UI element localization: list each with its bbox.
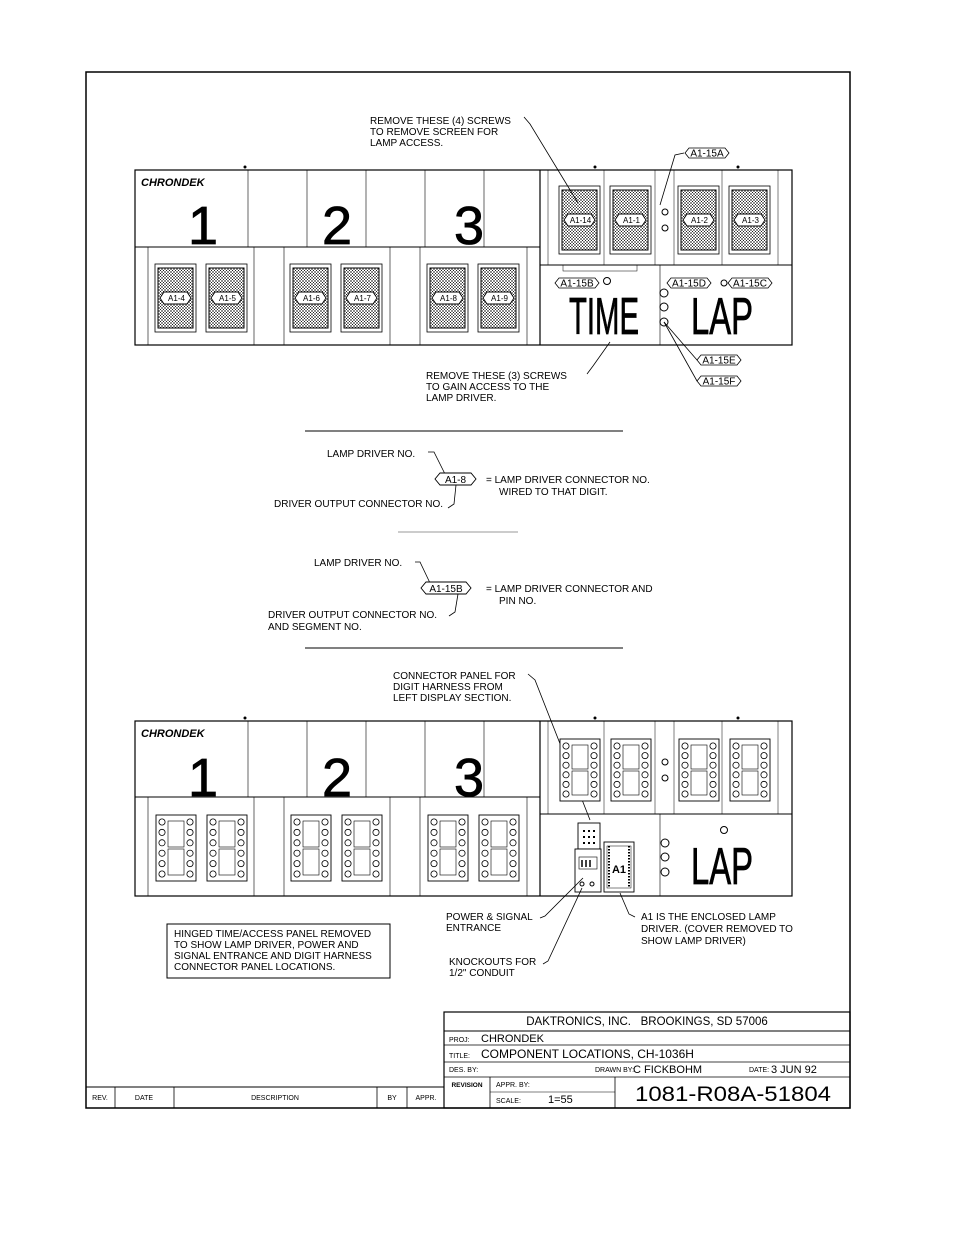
socket-board-lower-1 — [156, 815, 196, 881]
digit-1-top: 1 — [187, 196, 219, 256]
brand-logo-top: CHRONDEK — [141, 177, 205, 189]
rev-col-description: DESCRIPTION — [251, 1095, 299, 1102]
lamp-module-a1-6-label: A1-6 — [303, 294, 320, 303]
lamp-module-a1-9-label: A1-9 — [491, 294, 508, 303]
bottom-display — [135, 717, 792, 897]
time-word: TIME — [569, 288, 639, 346]
socket-board-upper-3 — [679, 739, 719, 801]
proj-value: CHRONDEK — [481, 1033, 544, 1045]
socket-board-upper-4 — [730, 739, 770, 801]
socket-board-lower-3 — [291, 815, 331, 881]
rev-col-date: DATE — [134, 1095, 154, 1102]
lamp-module-a1-5 — [206, 264, 247, 332]
socket-board-lower-6 — [479, 815, 519, 881]
drawn-by-label: DRAWN BY: — [595, 1067, 635, 1074]
legend-lamp-driver-1: LAMP DRIVER NO. — [327, 449, 416, 460]
lamp-module-a1-8-label: A1-8 — [440, 294, 457, 303]
top-display — [135, 148, 792, 388]
company-name: DAKTRONICS, INC. BROOKINGS, SD 57006 — [526, 1016, 768, 1028]
socket-board-upper-2 — [611, 739, 651, 801]
legend-driver-output-1: DRIVER OUTPUT CONNECTOR NO. — [274, 499, 444, 510]
lamp-module-a1-1-label: A1-1 — [623, 216, 640, 225]
digit-3-top: 3 — [453, 196, 485, 256]
lamp-module-a1-4 — [155, 264, 196, 332]
legend-example-1 — [435, 473, 476, 486]
note-knockouts: KNOCKOUTS FOR 1/2" CONDUIT — [449, 957, 537, 979]
appr-by-label: APPR. BY: — [496, 1082, 530, 1089]
scale-value: 1=55 — [548, 1094, 573, 1106]
revision-label: REVISION — [451, 1082, 483, 1089]
brand-logo-bottom: CHRONDEK — [141, 728, 205, 740]
lamp-module-a1-14-label: A1-14 — [569, 216, 592, 225]
scale-label: SCALE: — [496, 1098, 521, 1105]
title-label: TITLE: — [449, 1053, 471, 1060]
tag-a1-15d: A1-15D — [672, 278, 706, 290]
lamp-module-a1-5-label: A1-5 — [219, 294, 236, 303]
tag-a1-15a: A1-15A — [690, 148, 724, 160]
upper-socket-boards — [560, 739, 770, 801]
socket-board-upper-1 — [560, 739, 600, 801]
lap-word-bottom: LAP — [691, 838, 753, 896]
lamp-driver-a1 — [604, 842, 634, 892]
segment-tags — [555, 148, 772, 388]
des-by-label: DES. BY: — [449, 1067, 479, 1074]
socket-board-lower-5 — [428, 815, 468, 881]
legend-desc-1: = LAMP DRIVER CONNECTOR NO. WIRED TO THAT DIGIT. — [486, 475, 650, 498]
date-value: 3 JUN 92 — [771, 1064, 817, 1076]
lamp-module-a1-2-label: A1-2 — [691, 216, 708, 225]
revision-strip — [86, 1087, 444, 1108]
title-block — [444, 1012, 850, 1108]
lamp-module-a1-14 — [559, 186, 600, 254]
lower-lamp-modules — [155, 264, 519, 332]
title-value: COMPONENT LOCATIONS, CH-1036H — [481, 1047, 694, 1061]
digit-2-bottom: 2 — [321, 748, 353, 808]
tag-a1-15e: A1-15E — [702, 355, 736, 367]
lamp-module-a1-7 — [341, 264, 382, 332]
power-signal-entrance — [575, 849, 601, 892]
rev-col-appr: APPR. — [415, 1095, 437, 1102]
a1-module-label: A1 — [611, 864, 627, 876]
tag-a1-15b: A1-15B — [560, 278, 594, 290]
lamp-module-a1-2 — [678, 186, 719, 254]
lamp-module-a1-4-label: A1-4 — [168, 294, 185, 303]
note-remove-4-screws: REMOVE THESE (4) SCREWS TO REMOVE SCREEN FOR LAMP ACCESS. — [370, 116, 511, 149]
tag-a1-15c: A1-15C — [733, 278, 767, 290]
lamp-module-a1-3-label: A1-3 — [742, 216, 759, 225]
drawn-by-value: C FICKBOHM — [633, 1064, 703, 1076]
lamp-module-a1-9 — [478, 264, 519, 332]
tag-a1-15f: A1-15F — [702, 376, 736, 388]
digit-3-bottom: 3 — [453, 748, 485, 808]
lap-word-top: LAP — [691, 288, 753, 346]
proj-label: PROJ: — [449, 1037, 470, 1044]
legend-lamp-driver-2: LAMP DRIVER NO. — [314, 558, 403, 569]
upper-lamp-modules — [559, 186, 770, 254]
lamp-module-a1-3 — [729, 186, 770, 254]
socket-board-lower-2 — [207, 815, 247, 881]
svg-text:A1-8: A1-8 — [444, 475, 467, 486]
note-a1-enclosed: A1 IS THE ENCLOSED LAMP DRIVER. (COVER REMOVED TO SHOW LAMP DRIVER) — [641, 912, 793, 947]
rev-col-by: BY — [387, 1095, 397, 1102]
lamp-module-a1-6 — [290, 264, 331, 332]
lamp-module-a1-1 — [610, 186, 651, 254]
connector-panel — [578, 823, 600, 849]
legend-example-2 — [421, 582, 471, 595]
legend-driver-output-2: DRIVER OUTPUT CONNECTOR NO. AND SEGMENT NO. — [268, 610, 438, 633]
socket-board-lower-4 — [342, 815, 382, 881]
lamp-module-a1-7-label: A1-7 — [354, 294, 371, 303]
lower-socket-boards — [156, 815, 519, 881]
date-label: DATE: — [749, 1067, 770, 1074]
svg-text:A1-15B: A1-15B — [429, 584, 463, 595]
note-power-signal: POWER & SIGNAL ENTRANCE — [446, 912, 533, 934]
digit-2-top: 2 — [321, 196, 353, 256]
rev-col-rev: REV. — [92, 1095, 108, 1102]
note-hinged-panel: HINGED TIME/ACCESS PANEL REMOVED TO SHOW LAMP DRIVER, POWER AND SIGNAL ENTRANCE AND DIGIT HARNESS CONNECTOR PANEL LOCATIONS. — [174, 929, 372, 973]
note-connector-panel: CONNECTOR PANEL FOR DIGIT HARNESS FROM LEFT DISPLAY SECTION. — [393, 671, 516, 704]
digit-1-bottom: 1 — [187, 748, 219, 808]
legend-desc-2: = LAMP DRIVER CONNECTOR AND PIN NO. — [486, 584, 653, 607]
drawing-number: 1081-R08A-51804 — [635, 1083, 832, 1106]
note-remove-3-screws: REMOVE THESE (3) SCREWS TO GAIN ACCESS TO THE LAMP DRIVER. — [426, 371, 567, 404]
lamp-module-a1-8 — [427, 264, 468, 332]
